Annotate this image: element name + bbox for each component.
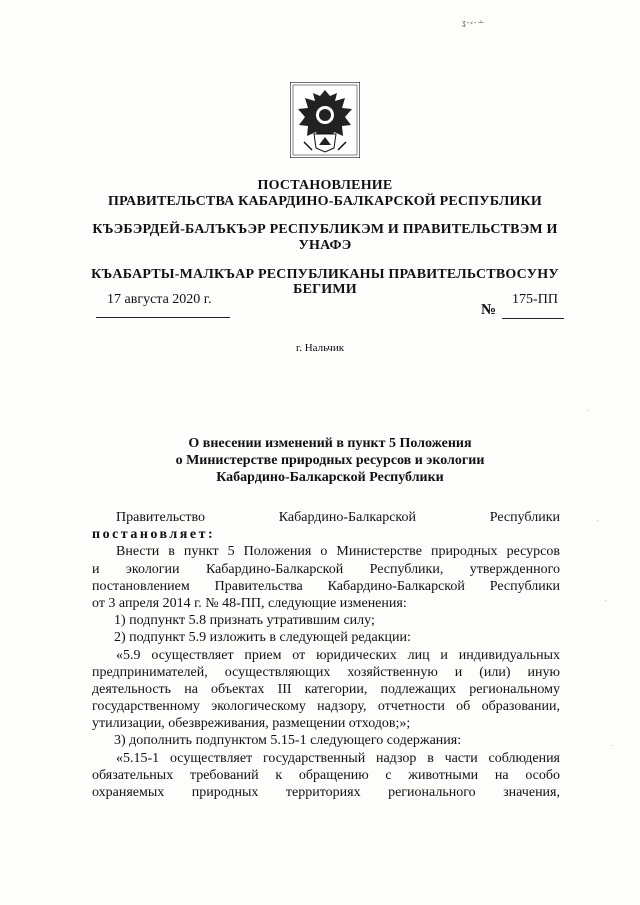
body-line: предпринимателей, осуществляющих хозяйственную и (или) иную: [92, 664, 560, 680]
body-line: Внести в пункт 5 Положения о Министерстве природных ресурсов: [116, 544, 560, 560]
issuer-heading-krc-1: КЪАБАРТЫ-МАЛКЪАР РЕСПУБЛИКАНЫ ПРАВИТЕЛЬСТВОСУНУ: [91, 267, 559, 282]
preamble-word-2: Кабардино-Балкарской: [278, 510, 416, 525]
list-item-1: 1) подпункт 5.8 признать утратившим силу;: [114, 613, 375, 629]
number-label: №: [481, 302, 497, 318]
issuer-heading-kbd-2: УНАФЭ: [298, 238, 352, 253]
document-number: 175-ПП: [512, 292, 558, 307]
issuer-heading-krc-2: БЕГИМИ: [293, 282, 357, 297]
body-line: утилизации, обезвреживания, размещении отходов;»;: [92, 716, 411, 732]
body-line: «5.9 осуществляет прием от юридических лиц и индивидуальных: [116, 647, 560, 663]
scan-speck: [612, 745, 613, 746]
body-line: государственному экологическому надзору, отчетности об образовании,: [92, 699, 560, 715]
list-item-2: 2) подпункт 5.9 изложить в следующей редакции:: [114, 630, 411, 646]
city: г. Нальчик: [295, 342, 345, 354]
list-item-3: 3) дополнить подпунктом 5.15-1 следующего содержания:: [114, 733, 462, 749]
issuer-heading-kbd-1: КЪЭБЭРДЕЙ-БАЛЪКЪЭР РЕСПУБЛИКЭМ И ПРАВИТЕЛЬСТВЭМ И: [92, 222, 558, 237]
body-line: и экологии Кабардино-Балкарской Республики, утвержденного: [92, 561, 560, 577]
scan-speck: [605, 600, 606, 601]
doc-type-heading: ПОСТАНОВЛЕНИЕ: [257, 178, 393, 193]
coat-of-arms-emblem: [290, 82, 360, 158]
title-line-2: о Министерстве природных ресурсов и экологии: [175, 453, 485, 468]
document-date: 17 августа 2020 г.: [107, 292, 212, 307]
body-line: охраняемых природных территориях регионального значения,: [92, 785, 560, 800]
scan-speck: [588, 410, 589, 411]
date-underline: [96, 317, 230, 318]
body-line: деятельность на объектах III категории, подлежащих региональному: [92, 681, 560, 697]
body-line: «5.15-1 осуществляет государственный надзор в части соблюдения: [116, 750, 560, 766]
preamble-word-3: Республики: [489, 510, 560, 525]
number-underline: [502, 318, 564, 319]
body-line: постановлением Правительства Кабардино-Балкарской Республики: [92, 578, 560, 594]
decree-word: постановляет:: [92, 527, 216, 543]
body-line: от 3 апреля 2014 г. № 48-ПП, следующие изменения:: [92, 595, 407, 611]
title-line-1: О внесении изменений в пункт 5 Положения: [188, 436, 472, 451]
scan-mark: ʓ-⸗-∸: [462, 18, 486, 27]
document-body: [92, 509, 560, 801]
issuer-heading-ru: ПРАВИТЕЛЬСТВА КАБАРДИНО-БАЛКАРСКОЙ РЕСПУБЛИКИ: [107, 194, 543, 209]
document-title: [120, 435, 540, 486]
body-line: обязательных требований к обращению с животными на особо: [92, 767, 560, 783]
title-line-3: Кабардино-Балкарской Республики: [216, 470, 444, 485]
body-line-preamble: [92, 509, 560, 526]
scan-speck: [597, 520, 598, 521]
preamble-word-1: Правительство: [116, 510, 205, 525]
